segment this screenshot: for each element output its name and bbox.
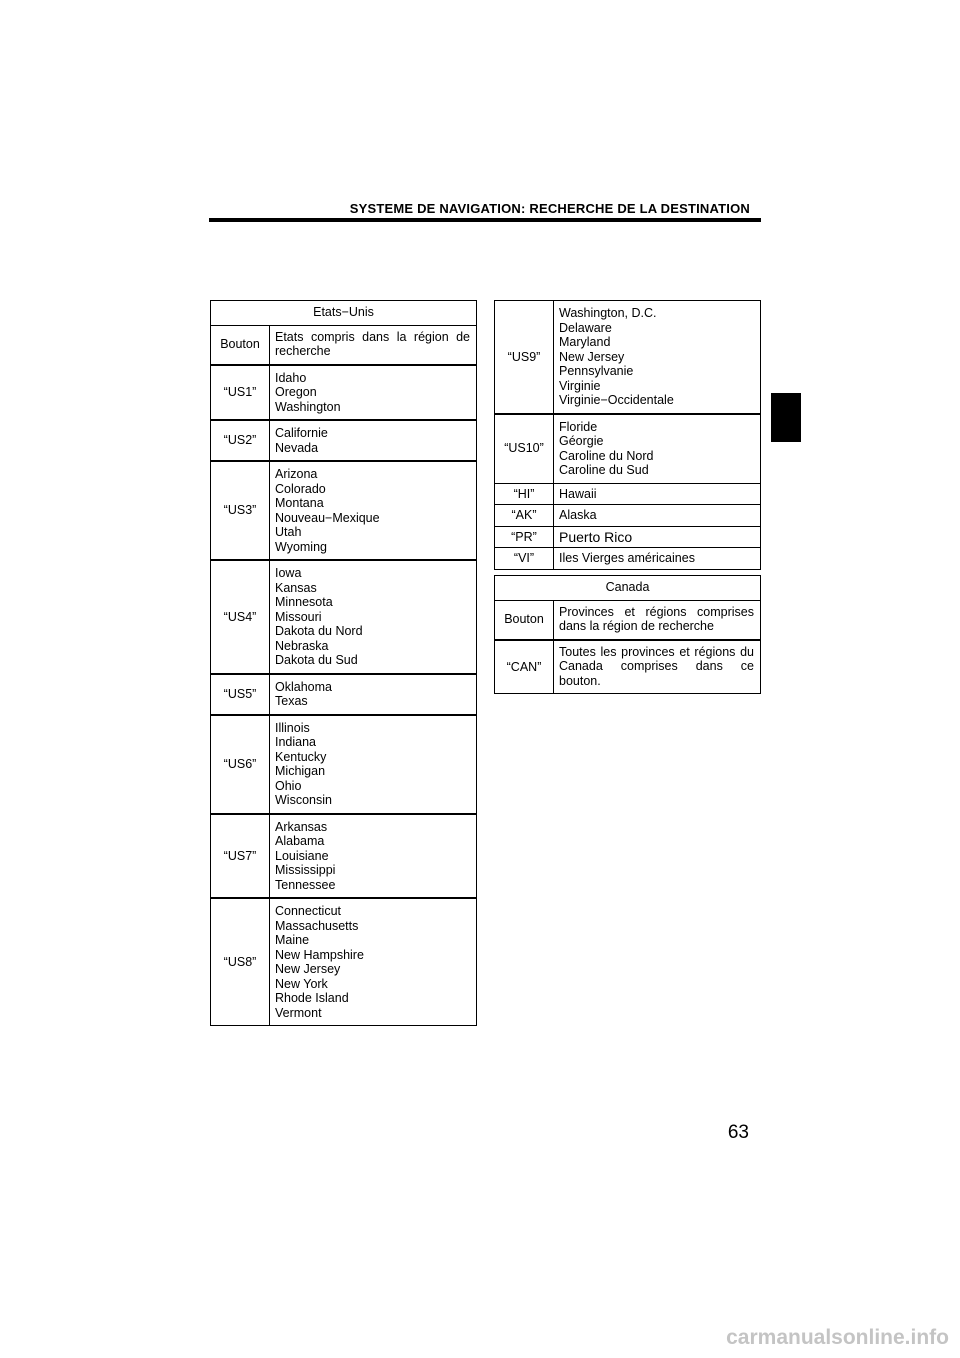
- table-row: [495, 483, 761, 505]
- region-states: [554, 483, 761, 505]
- state-name: Californie: [275, 426, 328, 440]
- column-header-states: Etats compris dans la région de recherche: [270, 325, 477, 365]
- table-title-row: [211, 301, 477, 326]
- button-code: “US1”: [211, 365, 270, 421]
- state-name: Alaska: [559, 508, 597, 522]
- region-states: [270, 715, 477, 814]
- state-name: Washington: [275, 399, 341, 414]
- page-number: 63: [727, 1122, 749, 1143]
- region-states: [270, 365, 477, 421]
- state-name: Caroline du Nord: [559, 448, 654, 463]
- usa-table-continued: [494, 300, 761, 570]
- state-name: Idaho: [275, 370, 307, 385]
- state-name: Montana: [275, 496, 324, 510]
- state-name: Dakota du Nord: [275, 624, 363, 638]
- button-code: “US8”: [211, 898, 270, 1026]
- state-name: New Jersey: [275, 962, 341, 976]
- state-name: Iles Vierges américaines: [559, 551, 695, 565]
- region-states: [270, 560, 477, 674]
- state-name: Indiana: [275, 735, 317, 749]
- table-row: [495, 548, 761, 570]
- region-states: [554, 414, 761, 484]
- state-name: Arkansas: [275, 819, 328, 834]
- state-name: Utah: [275, 525, 302, 539]
- state-name: Illinois: [275, 720, 310, 735]
- state-name: Maine: [275, 933, 310, 947]
- state-name: Nevada: [275, 440, 319, 455]
- button-code: “US5”: [211, 674, 270, 715]
- table-row: [495, 505, 761, 527]
- state-name: Maryland: [559, 335, 611, 349]
- canada-table: [494, 575, 761, 694]
- state-name: Hawaii: [559, 486, 597, 501]
- state-name: Missouri: [275, 609, 322, 624]
- region-states: [270, 461, 477, 560]
- state-name: Louisiane: [275, 848, 329, 863]
- state-name: New Hampshire: [275, 947, 364, 962]
- state-name: Delaware: [559, 320, 612, 335]
- table-header-row: [495, 600, 761, 640]
- state-name: New York: [275, 976, 328, 991]
- state-name: Washington, D.C.: [559, 306, 657, 320]
- usa-table-title: Etats−Unis: [211, 301, 477, 326]
- button-code: “PR”: [495, 526, 554, 548]
- table-row: [211, 560, 477, 674]
- column-header-provinces: Provinces et régions comprises dans la région de recherche: [554, 600, 761, 640]
- page-header-title: SYSTEME DE NAVIGATION: RECHERCHE DE LA DESTINATION: [349, 201, 750, 216]
- region-states: [270, 814, 477, 899]
- state-name: Dakota du Sud: [275, 653, 358, 667]
- watermark: carmanualsonline.info: [726, 1326, 949, 1349]
- state-name: Pennsylvanie: [559, 364, 634, 378]
- section-tab-marker: [771, 393, 801, 442]
- usa-table: [210, 300, 477, 1026]
- state-name: Oregon: [275, 385, 317, 399]
- state-name: Texas: [275, 694, 308, 708]
- button-code: “AK”: [495, 505, 554, 527]
- state-name: Ohio: [275, 778, 302, 793]
- state-name: Géorgie: [559, 434, 604, 448]
- state-name: Vermont: [275, 1005, 322, 1020]
- state-name: Massachusetts: [275, 918, 359, 933]
- state-name: Kentucky: [275, 749, 327, 764]
- state-name: Iowa: [275, 566, 302, 580]
- table-row: [211, 365, 477, 421]
- button-code: “US10”: [495, 414, 554, 484]
- table-row: [495, 414, 761, 484]
- button-code: “US9”: [495, 301, 554, 414]
- button-code: “HI”: [495, 483, 554, 505]
- table-row: [211, 898, 477, 1026]
- column-header-button: Bouton: [495, 600, 554, 640]
- state-name: Virginie−Occidentale: [559, 393, 674, 407]
- button-code: “US4”: [211, 560, 270, 674]
- button-code: “VI”: [495, 548, 554, 570]
- state-name: Virginie: [559, 378, 601, 393]
- table-title-row: [495, 576, 761, 601]
- table-row: [211, 461, 477, 560]
- header-rule: [209, 218, 761, 222]
- state-name: Tennessee: [275, 877, 336, 892]
- state-name: Oklahoma: [275, 679, 332, 694]
- state-name: Minnesota: [275, 595, 333, 609]
- state-name: Caroline du Sud: [559, 463, 649, 477]
- table-row: [211, 814, 477, 899]
- region-states: [554, 301, 761, 414]
- button-code: “US2”: [211, 420, 270, 461]
- state-name: Alabama: [275, 834, 325, 848]
- button-code: “CAN”: [495, 640, 554, 694]
- table-row: [211, 715, 477, 814]
- region-states: [270, 674, 477, 715]
- region-description: Toutes les provinces et régions du Canada comprises dans ce bouton.: [554, 640, 761, 694]
- button-code: “US6”: [211, 715, 270, 814]
- table-header-row: [211, 325, 477, 365]
- region-states: [554, 505, 761, 527]
- state-name: Nouveau−Mexique: [275, 510, 380, 525]
- state-name: Nebraska: [275, 638, 329, 653]
- state-name: Floride: [559, 419, 598, 434]
- state-name: Rhode Island: [275, 991, 349, 1005]
- table-row: [495, 301, 761, 414]
- state-name: Mississippi: [275, 863, 336, 877]
- state-name: Wyoming: [275, 539, 327, 554]
- region-states: [554, 548, 761, 570]
- table-row: [495, 640, 761, 694]
- state-name: Puerto Rico: [559, 528, 633, 545]
- region-states: [270, 898, 477, 1026]
- state-name: Colorado: [275, 481, 326, 496]
- state-name: Connecticut: [275, 904, 342, 918]
- button-code: “US7”: [211, 814, 270, 899]
- table-row: [211, 674, 477, 715]
- column-header-button: Bouton: [211, 325, 270, 365]
- table-row: [495, 526, 761, 548]
- button-code: “US3”: [211, 461, 270, 560]
- state-name: Michigan: [275, 764, 326, 778]
- table-row: [211, 420, 477, 461]
- state-name: Arizona: [275, 467, 318, 481]
- region-states: [270, 420, 477, 461]
- state-name: Wisconsin: [275, 793, 332, 807]
- region-states: [554, 526, 761, 548]
- state-name: Kansas: [275, 580, 317, 595]
- state-name: New Jersey: [559, 349, 625, 364]
- canada-table-title: Canada: [495, 576, 761, 601]
